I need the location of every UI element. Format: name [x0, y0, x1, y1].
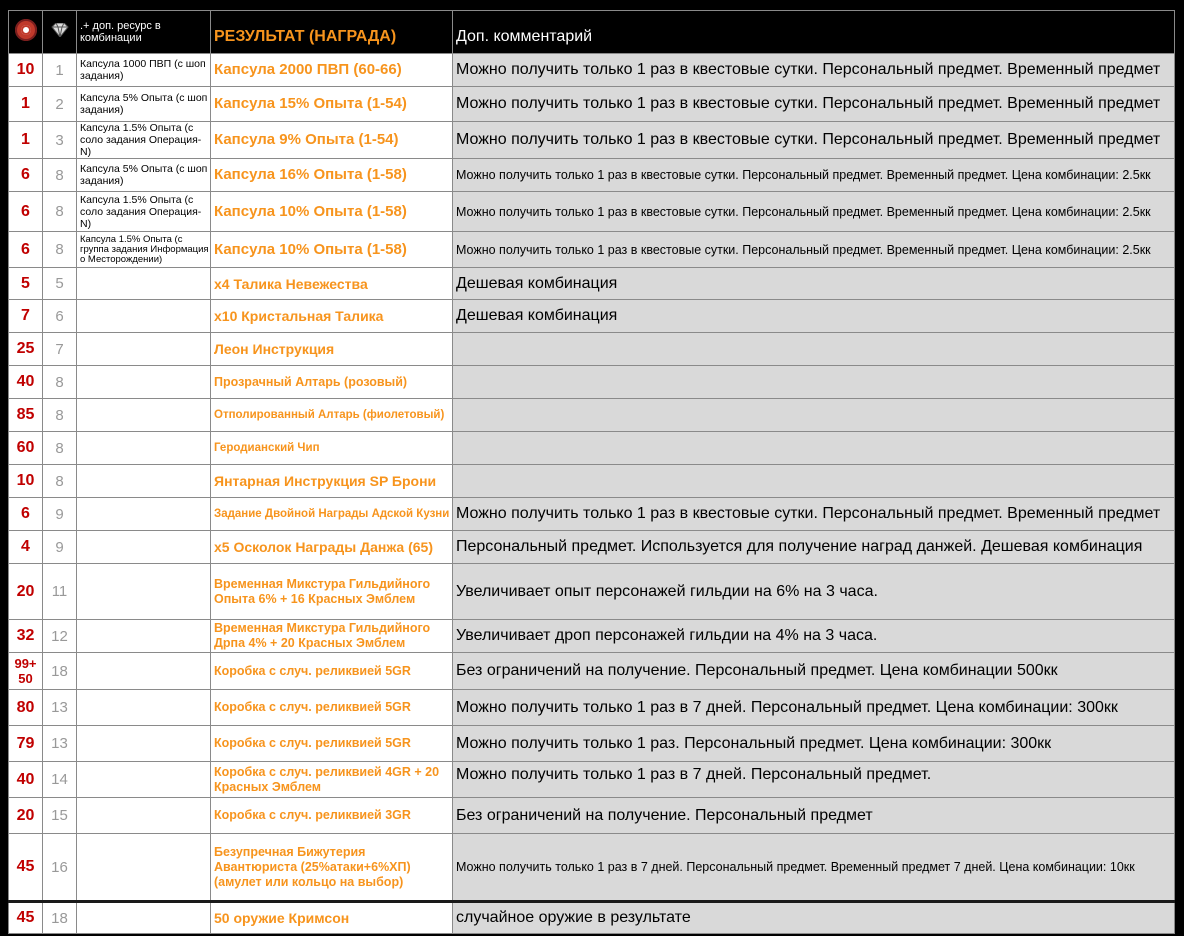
reward-cell: Коробка с случ. реликвией 5GR: [211, 653, 453, 690]
qty-cell: 6: [9, 498, 43, 531]
qty-cell: 25: [9, 333, 43, 366]
comment-cell: Можно получить только 1 раз в квестовые сутки. Персональный предмет. Временный предмет. Цена комбинации: 2.5кк: [453, 192, 1175, 232]
reward-cell: х10 Кристальная Талика: [211, 300, 453, 333]
resource-cell: Капсула 5% Опыта (с шоп задания): [77, 159, 211, 192]
table-row: [9, 300, 1175, 333]
resource-cell: [77, 762, 211, 798]
resource-cell: [77, 333, 211, 366]
reward-cell: Коробка с случ. реликвией 5GR: [211, 690, 453, 726]
table-row: [9, 159, 1175, 192]
reward-cell: Прозрачный Алтарь (розовый): [211, 366, 453, 399]
qty-cell: 32: [9, 620, 43, 653]
comment-cell: Можно получить только 1 раз в квестовые сутки. Персональный предмет. Временный предмет. Цена комбинации: 2.5кк: [453, 232, 1175, 268]
comment-cell: Можно получить только 1 раз в квестовые сутки. Персональный предмет. Временный предмет. Цена комбинации: 2.5кк: [453, 159, 1175, 192]
comment-cell: Дешевая комбинация: [453, 300, 1175, 333]
qty-cell: 10: [9, 465, 43, 498]
qty-cell: 45: [9, 902, 43, 934]
comment-cell: Можно получить только 1 раз в квестовые сутки. Персональный предмет. Временный предмет: [453, 122, 1175, 159]
header-reward: РЕЗУЛЬТАТ (НАГРАДА): [211, 11, 453, 54]
qty-cell: 20: [9, 798, 43, 834]
qty-cell: 80: [9, 690, 43, 726]
comment-cell: [453, 432, 1175, 465]
num-cell: 16: [43, 834, 77, 902]
qty-cell: 1: [9, 87, 43, 122]
reward-cell: Коробка с случ. реликвией 3GR: [211, 798, 453, 834]
table-row: [9, 620, 1175, 653]
crimson-coin-icon: [15, 19, 37, 41]
header-comment: Доп. комментарий: [453, 11, 1175, 54]
comment-cell: Можно получить только 1 раз в квестовые сутки. Персональный предмет. Временный предмет: [453, 54, 1175, 87]
num-cell: 1: [43, 54, 77, 87]
num-cell: 2: [43, 87, 77, 122]
table-row: [9, 333, 1175, 366]
header-row: [9, 11, 1175, 54]
qty-cell: 85: [9, 399, 43, 432]
table-row: [9, 192, 1175, 232]
reward-cell: Капсула 10% Опыта (1-58): [211, 192, 453, 232]
table-row: [9, 87, 1175, 122]
table-row: [9, 465, 1175, 498]
comment-cell: Можно получить только 1 раз в квестовые сутки. Персональный предмет. Временный предмет: [453, 87, 1175, 122]
qty-cell: 99+ 50: [9, 653, 43, 690]
reward-cell: х4 Талика Невежества: [211, 268, 453, 300]
table-row: [9, 834, 1175, 902]
resource-cell: [77, 726, 211, 762]
comment-cell: Дешевая комбинация: [453, 268, 1175, 300]
qty-cell: 7: [9, 300, 43, 333]
num-cell: 13: [43, 690, 77, 726]
reward-cell: Капсула 10% Опыта (1-58): [211, 232, 453, 268]
table-row: [9, 232, 1175, 268]
resource-cell: [77, 798, 211, 834]
qty-cell: 4: [9, 531, 43, 564]
resource-cell: [77, 531, 211, 564]
comment-cell: Персональный предмет. Используется для получение наград данжей. Дешевая комбинация: [453, 531, 1175, 564]
reward-cell: Геродианский Чип: [211, 432, 453, 465]
qty-cell: 10: [9, 54, 43, 87]
resource-cell: [77, 366, 211, 399]
comment-cell: Можно получить только 1 раз в 7 дней. Персональный предмет. Цена комбинации: 300кк: [453, 690, 1175, 726]
num-cell: 13: [43, 726, 77, 762]
table-row: [9, 531, 1175, 564]
reward-cell: Капсула 16% Опыта (1-58): [211, 159, 453, 192]
reward-cell: Временная Микстура Гильдийного Дрпа 4% + 20 Красных Эмблем: [211, 620, 453, 653]
table-row: [9, 690, 1175, 726]
reward-table: [8, 10, 1175, 934]
table-row: [9, 726, 1175, 762]
reward-cell: Леон Инструкция: [211, 333, 453, 366]
reward-cell: Отполированный Алтарь (фиолетовый): [211, 399, 453, 432]
num-cell: 8: [43, 159, 77, 192]
comment-cell: Можно получить только 1 раз в 7 дней. Персональный предмет. Временный предмет 7 дней. Цена комбинации: 10кк: [453, 834, 1175, 902]
qty-cell: 6: [9, 232, 43, 268]
qty-cell: 5: [9, 268, 43, 300]
comment-cell: Без ограничений на получение. Персональный предмет. Цена комбинации 500кк: [453, 653, 1175, 690]
num-cell: 5: [43, 268, 77, 300]
comment-cell: Можно получить только 1 раз в квестовые сутки. Персональный предмет. Временный предмет: [453, 498, 1175, 531]
header-resource: .+ доп. ресурс в комбинации: [77, 11, 211, 54]
resource-cell: [77, 834, 211, 902]
num-cell: 8: [43, 232, 77, 268]
comment-cell: случайное оружие в результате: [453, 902, 1175, 934]
header-icon-cell: [43, 11, 77, 54]
qty-cell: 20: [9, 564, 43, 620]
reward-cell: Безупречная Бижутерия Авантюриста (25%атаки+6%ХП)(амулет или кольцо на выбор): [211, 834, 453, 902]
crystal-icon: [50, 23, 70, 37]
resource-cell: Капсула 1000 ПВП (с шоп задания): [77, 54, 211, 87]
qty-cell: 45: [9, 834, 43, 902]
comment-cell: Увеличивает опыт персонажей гильдии на 6% на 3 часа.: [453, 564, 1175, 620]
qty-cell: 6: [9, 192, 43, 232]
table-row: [9, 54, 1175, 87]
comment-cell: Увеличивает дроп персонажей гильдии на 4% на 3 часа.: [453, 620, 1175, 653]
qty-cell: 40: [9, 366, 43, 399]
num-cell: 12: [43, 620, 77, 653]
resource-cell: [77, 620, 211, 653]
num-cell: 18: [43, 653, 77, 690]
table-row: [9, 798, 1175, 834]
reward-cell: 50 оружие Кримсон: [211, 902, 453, 934]
resource-cell: [77, 268, 211, 300]
resource-cell: [77, 399, 211, 432]
table-row: [9, 902, 1175, 934]
reward-cell: Капсула 9% Опыта (1-54): [211, 122, 453, 159]
resource-cell: [77, 902, 211, 934]
reward-cell: Временная Микстура Гильдийного Опыта 6% + 16 Красных Эмблем: [211, 564, 453, 620]
num-cell: 14: [43, 762, 77, 798]
comment-cell: [453, 366, 1175, 399]
comment-cell: Можно получить только 1 раз. Персональный предмет. Цена комбинации: 300кк: [453, 726, 1175, 762]
table-row: [9, 122, 1175, 159]
table-row: [9, 399, 1175, 432]
resource-cell: Капсула 1.5% Опыта (с группа задания Информация о Месторождении): [77, 232, 211, 268]
comment-cell: Без ограничений на получение. Персональный предмет: [453, 798, 1175, 834]
num-cell: 15: [43, 798, 77, 834]
comment-cell: [453, 465, 1175, 498]
table-row: [9, 268, 1175, 300]
num-cell: 7: [43, 333, 77, 366]
comment-cell: [453, 399, 1175, 432]
comment-cell: [453, 333, 1175, 366]
qty-cell: 40: [9, 762, 43, 798]
reward-cell: Капсула 2000 ПВП (60-66): [211, 54, 453, 87]
reward-cell: х5 Осколок Награды Данжа (65): [211, 531, 453, 564]
resource-cell: [77, 465, 211, 498]
reward-cell: Задание Двойной Награды Адской Кузни: [211, 498, 453, 531]
qty-cell: 1: [9, 122, 43, 159]
num-cell: 9: [43, 531, 77, 564]
num-cell: 8: [43, 465, 77, 498]
resource-cell: [77, 498, 211, 531]
num-cell: 11: [43, 564, 77, 620]
qty-cell: 6: [9, 159, 43, 192]
num-cell: 8: [43, 432, 77, 465]
qty-cell: 79: [9, 726, 43, 762]
resource-cell: [77, 564, 211, 620]
num-cell: 6: [43, 300, 77, 333]
header-icon-cell: [9, 11, 43, 54]
resource-cell: Капсула 5% Опыта (с шоп задания): [77, 87, 211, 122]
reward-cell: Капсула 15% Опыта (1-54): [211, 87, 453, 122]
table-row: [9, 366, 1175, 399]
num-cell: 8: [43, 192, 77, 232]
table-row: [9, 498, 1175, 531]
num-cell: 8: [43, 366, 77, 399]
table-row: [9, 432, 1175, 465]
num-cell: 8: [43, 399, 77, 432]
resource-cell: [77, 690, 211, 726]
table-row: [9, 564, 1175, 620]
resource-cell: [77, 432, 211, 465]
comment-cell: Можно получить только 1 раз в 7 дней. Персональный предмет.: [453, 762, 1175, 798]
num-cell: 9: [43, 498, 77, 531]
resource-cell: [77, 653, 211, 690]
resource-cell: Капсула 1.5% Опыта (с соло задания Операция-N): [77, 192, 211, 232]
reward-cell: Коробка с случ. реликвией 4GR + 20 Красных Эмблем: [211, 762, 453, 798]
table-row: [9, 653, 1175, 690]
resource-cell: [77, 300, 211, 333]
num-cell: 18: [43, 902, 77, 934]
num-cell: 3: [43, 122, 77, 159]
resource-cell: Капсула 1.5% Опыта (с соло задания Операция-N): [77, 122, 211, 159]
reward-cell: Коробка с случ. реликвией 5GR: [211, 726, 453, 762]
reward-cell: Янтарная Инструкция SP Брони: [211, 465, 453, 498]
table-row: [9, 762, 1175, 798]
qty-cell: 60: [9, 432, 43, 465]
